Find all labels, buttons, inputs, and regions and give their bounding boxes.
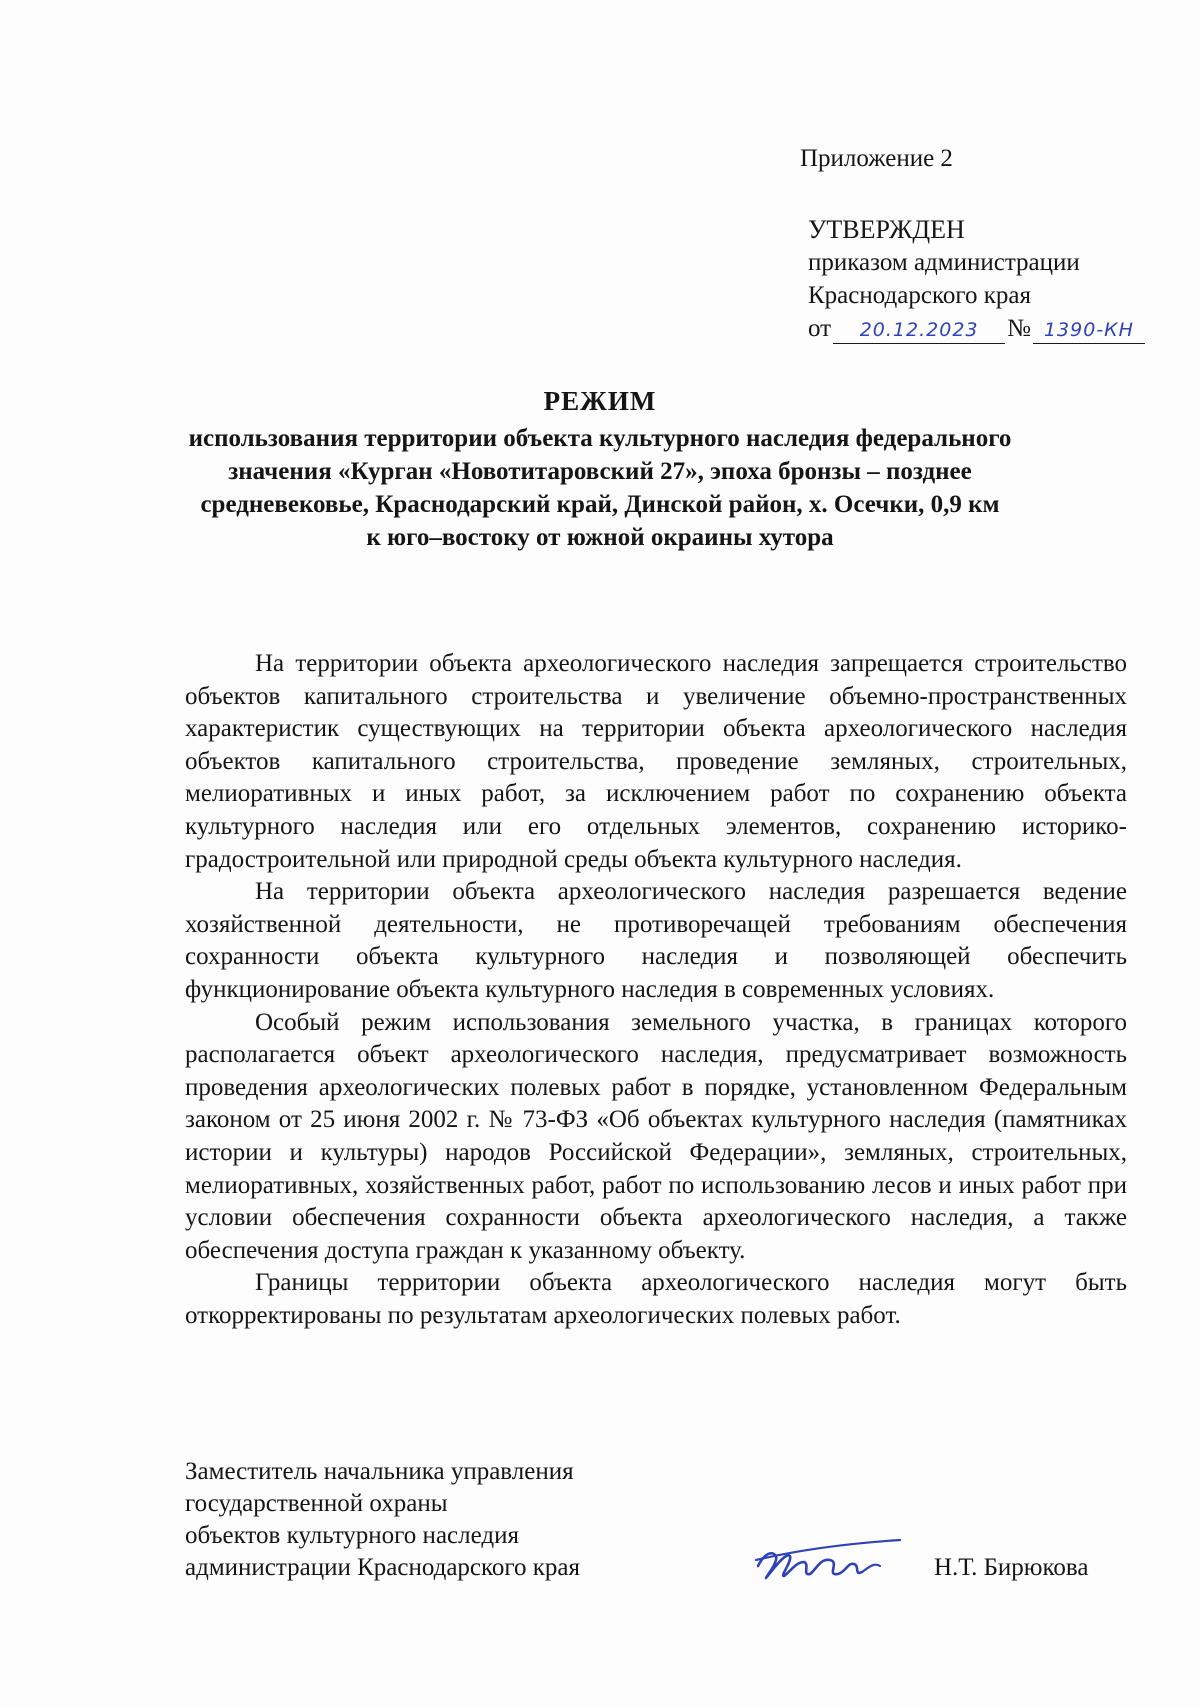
approval-line-2: Краснодарского края: [808, 282, 1031, 309]
number-prefix: №: [1007, 315, 1031, 342]
date-prefix: от: [808, 315, 832, 342]
document-body: [185, 648, 1127, 1332]
approved-heading: УТВЕРЖДЕН: [808, 215, 965, 244]
approval-date-number-line: [808, 312, 1145, 345]
signatory-position: [185, 1456, 580, 1584]
body-paragraph: На территории объекта археологического наследия запрещается строительство объектов капитального строительства и увеличение объемно-пространственных характеристик существующих на территории объекта археологического наследия объектов капитального строительства, проведение земляных, строительных, мелиоративных и иных работ, за исключением работ по сохранению объекта культурного наследия или его отдельных элементов, сохранению историко-градостроительной или природной среды объекта культурного наследия.: [185, 650, 1127, 873]
body-paragraph: Границы территории объекта археологического наследия могут быть откорректированы по результатам археологических полевых работ.: [185, 1269, 1127, 1329]
title-line-4: к юго–востоку от южной окраины хутора: [366, 524, 834, 551]
appendix-label: Приложение 2: [800, 145, 953, 172]
handwritten-signature: [750, 1532, 910, 1592]
body-paragraph: На территории объекта археологического наследия разрешается ведение хозяйственной деятельности, не противоречащей требованиям обеспечения сохранности объекта культурного наследия и позволяющей обеспечить функционирование объекта культурного наследия в современных условиях.: [185, 878, 1127, 1003]
body-paragraph: Особый режим использования земельного участка, в границах которого располагается объект археологического наследия, предусматривает возможность проведения археологических полевых работ в порядке, установленном Федеральным законом от 25 июня 2002 г. № 73-ФЗ «Об объектах культурного наследия (памятниках истории и культуры) народов Российской Федерации», земляных, строительных, мелиоративных, хозяйственных работ, работ по использованию лесов и иных работ при условии обеспечения сохранности объекта археологического наследия, а также обеспечения доступа граждан к указанному объекту.: [185, 1008, 1127, 1264]
signatory-line-4: администрации Краснодарского края: [185, 1554, 581, 1581]
document-title-block: [150, 385, 1050, 554]
title-line-2: значения «Курган «Новотитаровский 27», эпоха бронзы – позднее: [228, 458, 972, 485]
signatory-line-2: государственной охраны: [185, 1490, 448, 1517]
handwritten-date: 20.12.2023: [833, 317, 1005, 344]
title-line-1: использования территории объекта культурного наследия федерального: [188, 425, 1012, 452]
approval-stamp-block: [808, 213, 1145, 345]
handwritten-number: 1390-КН: [1033, 317, 1145, 344]
approval-line-1: приказом администрации: [808, 249, 1080, 276]
signatory-line-1: Заместитель начальника управления: [185, 1458, 574, 1485]
title-line-3: средневековье, Краснодарский край, Динской район, х. Осечки, 0,9 км: [200, 491, 1000, 518]
document-title: РЕЖИМ: [543, 386, 657, 416]
signatory-line-3: объектов культурного наследия: [185, 1522, 519, 1549]
signatory-name: Н.Т. Бирюкова: [934, 1554, 1089, 1581]
